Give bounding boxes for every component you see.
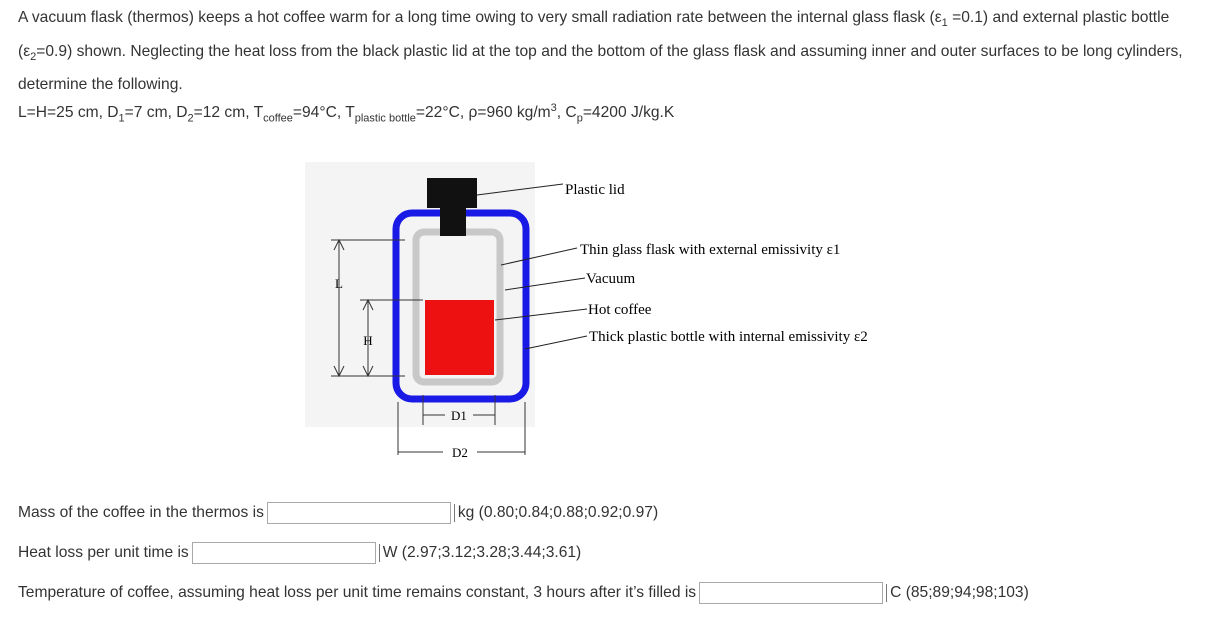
unit-label: kg (0.80;0.84;0.88;0.92;0.97) <box>454 504 658 522</box>
given-text: L=H=25 cm, D <box>18 104 119 122</box>
question-temperature <box>18 580 1029 606</box>
given-subscript: 1 <box>118 112 125 125</box>
statement-text: =0.1) and external plastic bottle ( <box>18 9 1170 60</box>
given-values <box>18 94 674 132</box>
plastic-lid-shape <box>427 178 477 208</box>
statement-text: A vacuum flask (thermos) keeps a hot coffee warm for a long time owing to very small radiation rate between the internal glass flask ( <box>18 9 935 26</box>
given-text: =7 cm, D <box>124 104 188 122</box>
heat-loss-answer-input[interactable] <box>192 542 376 564</box>
given-subscript: 2 <box>187 112 194 125</box>
label-vacuum: Vacuum <box>586 271 636 287</box>
label-plastic-bottle: Thick plastic bottle with internal emissivity ε2 <box>589 329 868 345</box>
statement-text: =0.9) shown. Neglecting the heat loss from the black plastic lid at the top and the bottom of the glass flask and assuming inner and outer surfaces to be long cylinders, determine the following. <box>18 42 1183 94</box>
label-D2: D2 <box>452 445 468 460</box>
label-glass-flask: Thin glass flask with external emissivity ε1 <box>580 242 841 258</box>
epsilon-2-symbol: ε <box>23 42 31 60</box>
epsilon-2-subscript: 2 <box>30 50 37 63</box>
given-text: =94°C, T <box>292 104 355 122</box>
unit-label: C (85;89;94;98;103) <box>886 584 1029 602</box>
thermos-figure <box>305 140 965 465</box>
given-text: =22°C, ρ=960 kg/m <box>415 104 551 122</box>
mass-answer-input[interactable] <box>267 502 451 524</box>
question-label: Temperature of coffee, assuming heat loss per unit time remains constant, 3 hours after it’s filled is <box>18 584 697 601</box>
given-text: =12 cm, T <box>193 104 264 122</box>
temperature-answer-input[interactable] <box>699 582 883 604</box>
question-mass <box>18 500 658 526</box>
epsilon-1-subscript: 1 <box>941 17 948 30</box>
given-text: =4200 J/kg.K <box>582 104 675 122</box>
question-label: Mass of the coffee in the thermos is <box>18 504 264 521</box>
problem-statement <box>18 4 1214 100</box>
question-heat-loss <box>18 540 581 566</box>
label-plastic-lid: Plastic lid <box>565 182 625 198</box>
label-D1: D1 <box>451 408 467 423</box>
given-subscript: p <box>576 112 583 125</box>
question-label: Heat loss per unit time is <box>18 544 189 561</box>
given-superscript: 3 <box>550 102 557 114</box>
given-text: , C <box>556 104 577 122</box>
given-subscript: plastic bottle <box>354 112 416 125</box>
hot-coffee-shape <box>425 300 494 375</box>
plastic-lid-stem <box>440 206 466 236</box>
label-H: H <box>363 333 373 348</box>
given-subscript: coffee <box>263 112 293 125</box>
label-hot-coffee: Hot coffee <box>588 302 652 318</box>
thermos-diagram <box>305 140 965 465</box>
unit-label: W (2.97;3.12;3.28;3.44;3.61) <box>379 544 582 562</box>
epsilon-1-symbol: ε <box>934 9 942 26</box>
label-L: L <box>335 276 343 291</box>
